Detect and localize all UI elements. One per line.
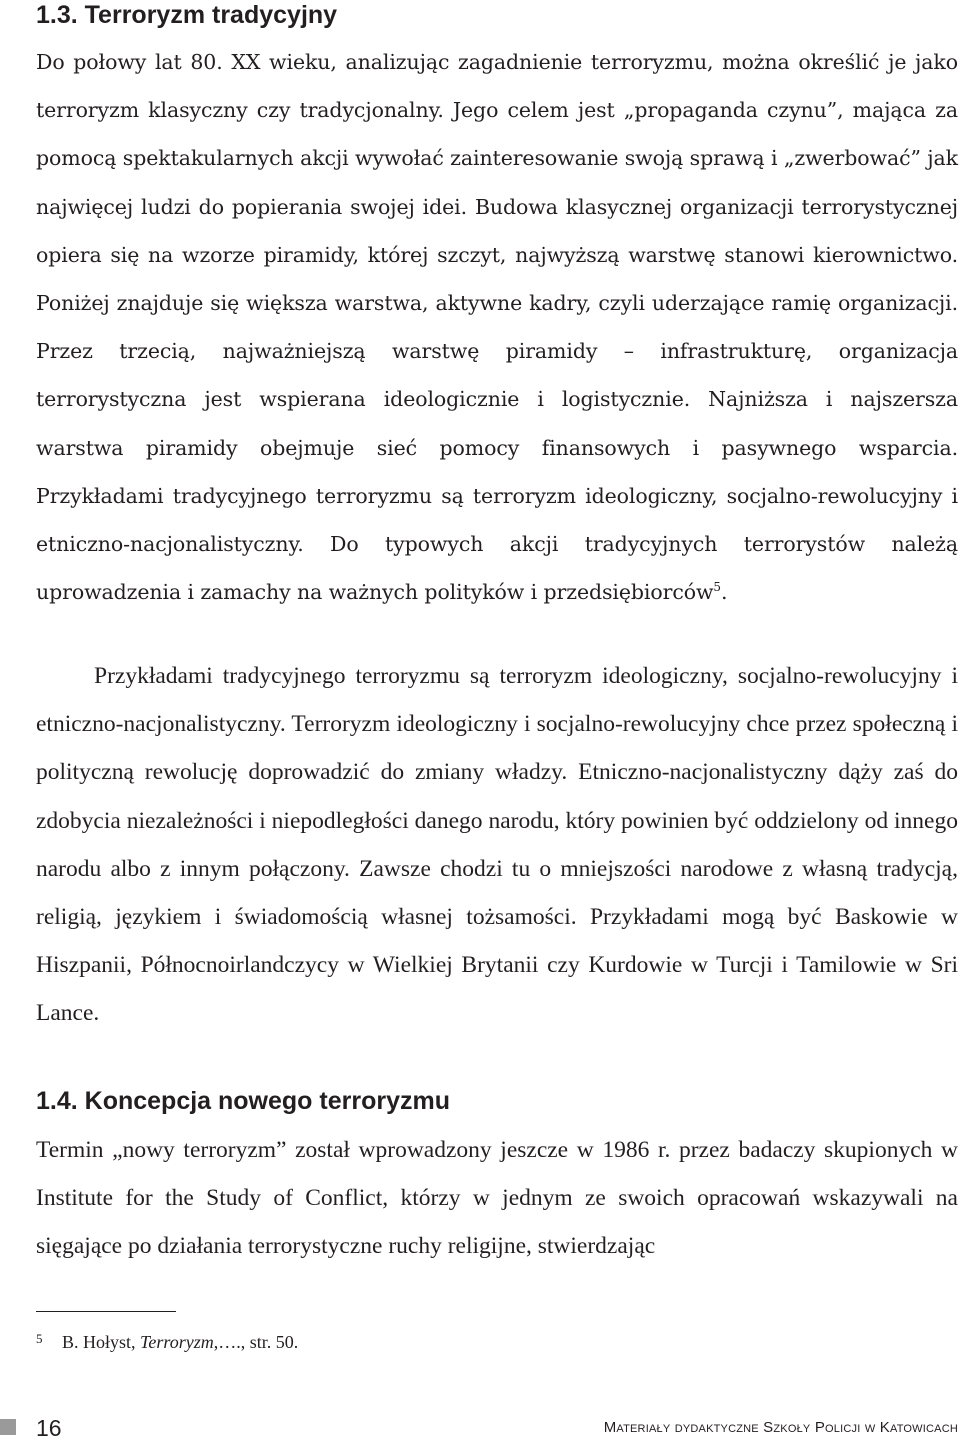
paragraph-end: .: [720, 580, 728, 605]
paragraph-text: Do połowy lat 80. XX wieku, analizując zagadnienie terroryzmu, można określić je jako terroryzm klasyczny czy tradycjonalny. Jego celem jest „propaganda czynu”, mająca za pomocą spektakularnych akcji wywołać zainteresowanie swoją sprawą i „zwerbować” jak najwięcej ludzi do popierania swojej idei. Budowa klasycznej organizacji terrorystycznej opiera się na wzorze piramidy, której szczyt, najwyższą warstwę stanowi kierownictwo. Poniżej znajduje się większa warstwa, aktywne kadry, czyli uderzające ramię organizacji. Przez trzecią, najważniejszą warstwę piramidy – infrastrukturę, organizacja terrorystyczna jest wspierana ideologicznie i logistycznie. Najniższa i najszersza warstwa piramidy obejmuje sieć pomocy finansowych i pasywnego wsparcia. Przykładami tradycyjnego terroryzmu są terroryzm ideologiczny, socjalno-rewolucyjny i etniczno-nacjonalistyczny. Do typowych akcji tradycyjnych terrorystów należą uprowadzenia i zamachy na ważnych polityków i przedsiębiorców: [36, 50, 958, 605]
section-title-traditional-terrorism: 1.3. Terroryzm tradycyjny: [36, 1, 338, 29]
paragraph-new-terrorism: Termin „nowy terroryzm” został wprowadzony jeszcze w 1986 r. przez badaczy skupionych w Institute for the Study of Conflict, którzy w jednym ze swoich opracowań wskazywali na sięgające po działania terrorystyczne ruchy religijne, stwierdzając: [36, 1137, 958, 1260]
footer-publisher: Materiały dydaktyczne Szkoły Policji w Katowicach: [603, 1419, 958, 1436]
footnote-title: Terroryzm: [140, 1332, 214, 1352]
footnote-reference: 5: [713, 580, 721, 595]
footnote: [36, 1330, 298, 1354]
footnote-rest: ,…., str. 50.: [213, 1332, 299, 1352]
paragraph-terrorism-examples: Przykładami tradycyjnego terroryzmu są terroryzm ideologiczny, socjalno-rewolucyjny i etniczno-nacjonalistyczny. Terroryzm ideologiczny i socjalno-rewolucyjny chce przez społeczną i polityczną rewolucję doprowadzić do zmiany władzy. Etniczno-nacjonalistyczny dąży zaś do zdobycia niezależności i niepodległości danego narodu, który powinien być oddzielony od innego narodu albo z innym połączony. Zawsze chodzi tu o mniejszości narodowe z własną tradycją, religią, językiem i świadomością własnej tożsamości. Przykładami mogą być Baskowie w Hiszpanii, Północnoirlandczycy w Wielkiej Brytanii czy Kurdowie w Turcji i Tamilowie w Sri Lance.: [36, 663, 958, 1027]
footer-square-icon: [0, 1419, 16, 1435]
footnote-author: B. Hołyst,: [62, 1332, 141, 1352]
footnote-number: 5: [36, 1331, 43, 1346]
section-title-new-terrorism: 1.4. Koncepcja nowego terroryzmu: [36, 1087, 450, 1115]
footnote-separator: [36, 1311, 176, 1312]
paragraph-traditional-terrorism: [36, 38, 958, 616]
page-number: 16: [36, 1415, 62, 1441]
